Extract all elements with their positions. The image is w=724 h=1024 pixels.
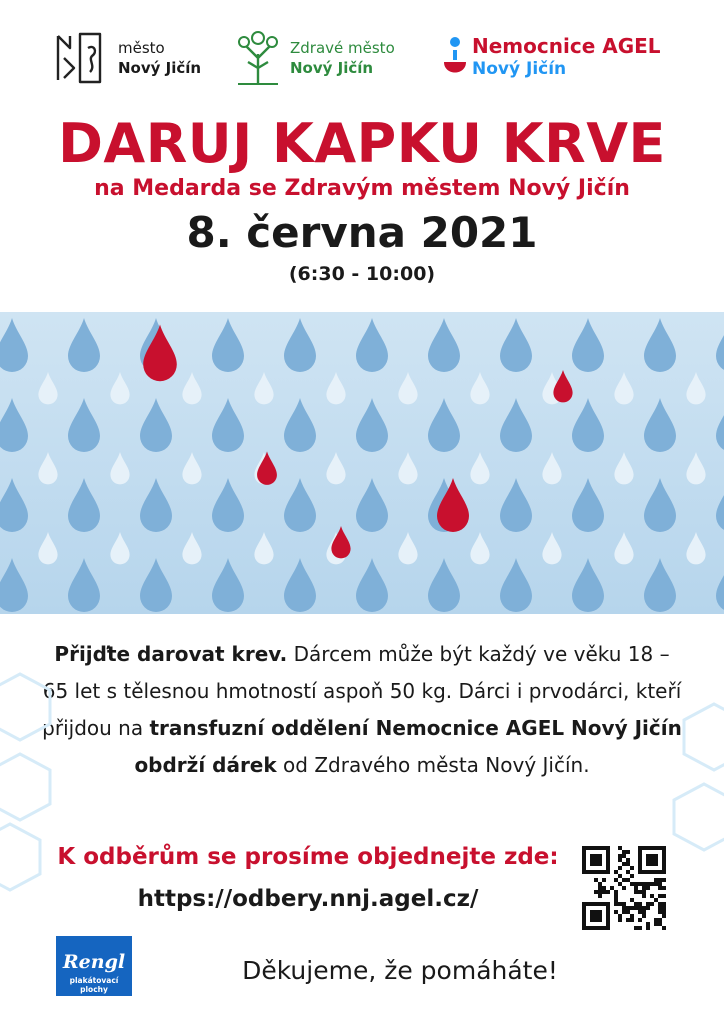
qr-module [626,862,630,866]
qr-module [654,862,658,866]
qr-module [618,858,622,862]
qr-module [586,902,590,906]
qr-module [622,862,626,866]
qr-module [594,918,598,922]
qr-module [606,918,610,922]
qr-module [662,906,666,910]
qr-module [614,894,618,898]
qr-module [606,854,610,858]
order-label: K odběrům se prosíme objednejte zde: [57,844,559,870]
qr-module [638,910,642,914]
qr-module [658,918,662,922]
qr-module [590,846,594,850]
qr-module [602,890,606,894]
qr-module [630,914,634,918]
qr-module [606,862,610,866]
qr-module [598,886,602,890]
qr-module [622,902,626,906]
qr-module [614,870,618,874]
qr-module [582,922,586,926]
zdrave-mesto-logo-text: Zdravé město Nový Jičín [290,39,395,77]
qr-module [650,882,654,886]
qr-module [582,846,586,850]
qr-module [662,910,666,914]
qr-module [606,846,610,850]
qr-module [642,906,646,910]
qr-module [662,902,666,906]
qr-module [622,878,626,882]
qr-module [662,914,666,918]
qr-module [598,846,602,850]
qr-module [602,846,606,850]
qr-module [606,906,610,910]
qr-module [642,882,646,886]
qr-module [638,882,642,886]
qr-module [630,918,634,922]
qr-module [642,870,646,874]
qr-module [614,910,618,914]
qr-module [590,862,594,866]
qr-module [622,906,626,910]
qr-module [626,918,630,922]
qr-module [618,854,622,858]
qr-module [582,854,586,858]
qr-module [582,870,586,874]
qr-module [658,882,662,886]
qr-module [594,902,598,906]
qr-module [646,846,650,850]
qr-module [654,878,658,882]
qr-module [606,926,610,930]
mesto-novy-jicin-logo-icon [50,28,110,88]
qr-module [614,898,618,902]
qr-module [610,886,614,890]
qr-module [618,902,622,906]
qr-module [646,870,650,874]
qr-module [658,878,662,882]
qr-module [630,906,634,910]
qr-module [654,922,658,926]
qr-module [602,926,606,930]
qr-module [642,890,646,894]
qr-module [650,894,654,898]
qr-module [630,898,634,902]
qr-module [642,846,646,850]
qr-module [582,866,586,870]
hexagon-decoration-left-icon [0,670,60,910]
qr-module [594,846,598,850]
page-title: DARUJ KAPKU KRVE [58,112,666,175]
body-text-1: Dárcem může být každý ve věku 18 – 65 let s tělesnou hmotností aspoň 50 kg. Dárci i prvodárci, kteří přijdou na [42,642,682,740]
qr-module [626,910,630,914]
qr-module [586,846,590,850]
qr-module [590,858,594,862]
qr-module [598,926,602,930]
qr-module [654,882,658,886]
qr-module [658,922,662,926]
qr-module [622,910,626,914]
qr-module [638,890,642,894]
qr-module [658,910,662,914]
qr-module [602,870,606,874]
qr-module [598,918,602,922]
qr-module [638,902,642,906]
qr-module [622,854,626,858]
qr-module [658,886,662,890]
nemocnice-agel-logo-icon [440,28,470,88]
qr-module [594,926,598,930]
qr-module [598,890,602,894]
qr-module [658,846,662,850]
qr-module [638,866,642,870]
qr-module [634,890,638,894]
qr-module [646,882,650,886]
qr-module [594,870,598,874]
qr-module [658,894,662,898]
body-text-2: od Zdravého města Nový Jičín. [276,753,590,777]
qr-module [606,850,610,854]
subtitle: na Medarda se Zdravým městem Nový Jičín [94,176,630,201]
qr-module [646,858,650,862]
qr-code-icon[interactable] [582,846,666,930]
qr-module [630,874,634,878]
qr-module [594,862,598,866]
qr-module [582,850,586,854]
qr-module [594,858,598,862]
body-lead: Přijďte darovat krev. [54,642,288,666]
qr-module [598,910,602,914]
qr-module [646,902,650,906]
qr-module [598,882,602,886]
qr-module [654,898,658,902]
order-url-link[interactable]: https://odbery.nnj.agel.cz/ [137,886,479,912]
qr-module [590,902,594,906]
qr-module [582,910,586,914]
qr-module [646,922,650,926]
qr-module [634,882,638,886]
qr-module [634,902,638,906]
qr-module [630,882,634,886]
rengl-logo-wordmark: Rengl [62,951,126,973]
qr-module [626,850,630,854]
qr-module [650,858,654,862]
qr-module [638,858,642,862]
qr-module [598,862,602,866]
qr-module [606,922,610,926]
qr-module [598,894,602,898]
qr-module [594,890,598,894]
qr-module [622,850,626,854]
qr-module [606,866,610,870]
qr-module [582,902,586,906]
qr-module [590,918,594,922]
qr-module [626,870,630,874]
qr-module [614,878,618,882]
event-time: (6:30 - 10:00) [288,263,436,285]
qr-module [582,918,586,922]
qr-module [638,918,642,922]
qr-module [626,878,630,882]
qr-module [634,906,638,910]
qr-module [634,926,638,930]
hexagon-decoration-right-icon [664,700,724,900]
qr-module [646,862,650,866]
qr-module [602,886,606,890]
qr-module [594,878,598,882]
qr-module [598,870,602,874]
qr-module [590,910,594,914]
qr-module [642,894,646,898]
qr-module [650,870,654,874]
qr-module [602,878,606,882]
qr-module [598,854,602,858]
qr-module [598,858,602,862]
qr-module [658,870,662,874]
qr-module [582,914,586,918]
qr-module [606,914,610,918]
qr-module [626,858,630,862]
qr-module [614,902,618,906]
qr-module [646,886,650,890]
qr-module [638,906,642,910]
qr-module [614,890,618,894]
qr-module [630,866,634,870]
qr-module [646,854,650,858]
qr-module [650,862,654,866]
mesto-logo-text: město Nový Jičín [118,39,202,77]
qr-module [654,870,658,874]
qr-module [654,846,658,850]
qr-module [650,902,654,906]
qr-module [642,910,646,914]
qr-module [606,870,610,874]
qr-module [582,906,586,910]
qr-module [642,914,646,918]
qr-module [618,846,622,850]
qr-module [646,906,650,910]
qr-module [590,870,594,874]
qr-module [618,914,622,918]
qr-module [618,866,622,870]
qr-module [650,854,654,858]
blood-drops-illustration [0,312,724,614]
qr-module [598,902,602,906]
qr-module [594,914,598,918]
qr-module [634,886,638,890]
qr-module [646,926,650,930]
qr-module [638,862,642,866]
qr-module [638,854,642,858]
qr-module [654,858,658,862]
qr-module [654,918,658,922]
qr-module [606,902,610,906]
qr-module [662,926,666,930]
qr-module [602,902,606,906]
qr-module [594,910,598,914]
qr-module [642,886,646,890]
qr-module [638,870,642,874]
qr-module [622,886,626,890]
qr-module [586,926,590,930]
body-highlight: transfuzní oddělení Nemocnice AGEL Nový Jičín obdrží dárek [134,716,682,777]
zdrave-mesto-logo-icon [232,28,284,88]
rengl-logo [56,936,132,996]
qr-module [638,926,642,930]
qr-module [582,862,586,866]
nemocnice-logo-text: Nemocnice AGEL Nový Jičín [472,34,661,79]
qr-module [618,874,622,878]
body-paragraph [40,636,684,784]
qr-module [586,870,590,874]
qr-module [590,854,594,858]
qr-module [654,854,658,858]
qr-module [626,906,630,910]
qr-module [650,846,654,850]
rengl-tagline: plakátovací plochy [69,976,119,994]
qr-module [582,926,586,930]
qr-module [598,914,602,918]
qr-module [606,858,610,862]
thanks-text: Děkujeme, že pomáháte! [242,956,558,985]
qr-module [594,854,598,858]
qr-module [590,914,594,918]
qr-module [618,882,622,886]
event-date: 8. června 2021 [186,208,538,257]
qr-module [606,890,610,894]
qr-module [638,850,642,854]
qr-module [590,926,594,930]
qr-module [658,906,662,910]
qr-module [638,846,642,850]
qr-module [658,902,662,906]
qr-module [582,858,586,862]
qr-module [606,910,610,914]
qr-module [618,918,622,922]
